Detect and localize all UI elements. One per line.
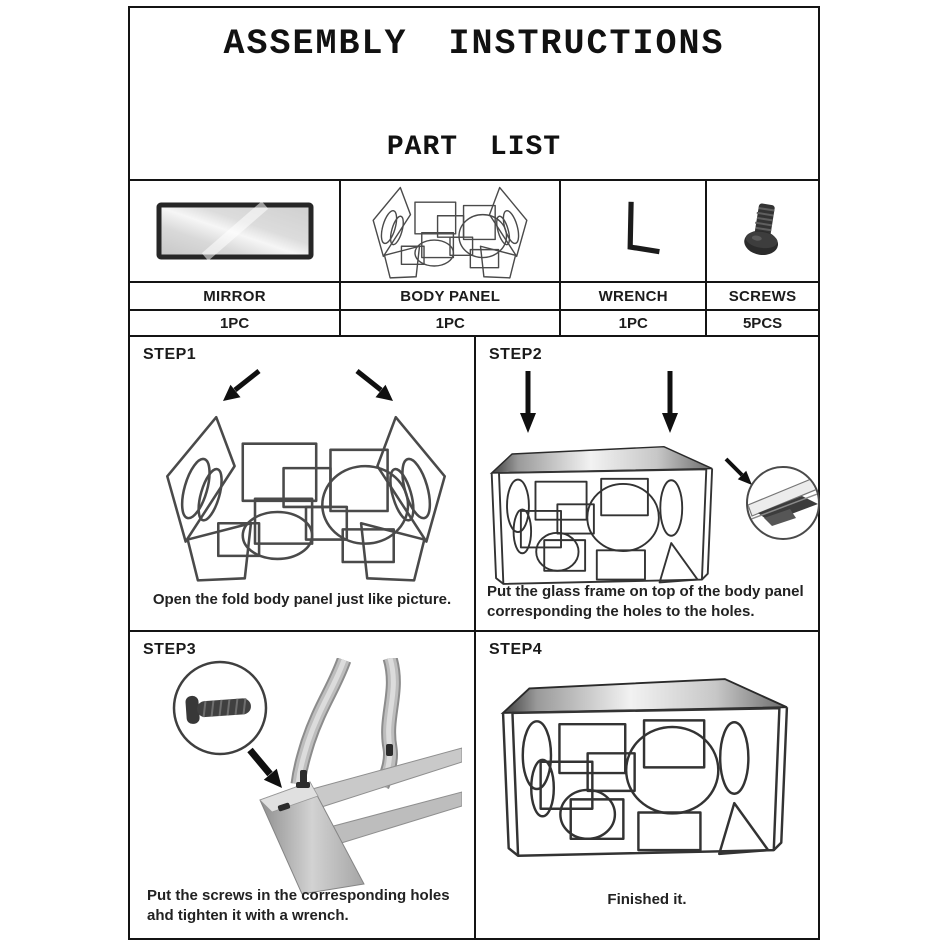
screw-icon — [736, 198, 790, 264]
screw-insertion-illustration — [148, 658, 462, 898]
part-image-body-panel — [339, 181, 559, 281]
step3-label: STEP3 — [143, 641, 197, 658]
mirror-icon — [155, 201, 315, 261]
step1-panel — [130, 337, 474, 630]
step4-label: STEP4 — [489, 641, 543, 658]
title-block — [130, 8, 818, 179]
glass-placement-illustration — [478, 357, 820, 602]
detail-pointer-arrow — [726, 459, 742, 475]
finished-table-illustration — [496, 662, 800, 874]
part-name: WRENCH — [559, 281, 705, 309]
step4-caption: Finished it. — [607, 891, 687, 908]
step1-caption: Open the fold body panel just like picture. — [152, 591, 452, 608]
steps-grid — [130, 335, 818, 938]
part-qty: 1PC — [339, 309, 559, 335]
part-name: MIRROR — [130, 281, 339, 309]
part-image-mirror — [130, 181, 339, 281]
step1-label: STEP1 — [143, 346, 197, 363]
insert-arrow — [250, 750, 270, 774]
allen-wrench-icon — [600, 196, 666, 266]
part-list-heading: PART LIST — [386, 132, 562, 163]
parts-table — [130, 179, 818, 335]
step2-caption: Put the glass frame on top of the body panel corresponding the holes to the holes. — [487, 583, 804, 620]
step4-panel — [474, 630, 818, 938]
down-arrow-left — [520, 413, 536, 433]
body-panel-icon — [361, 183, 539, 279]
step2-panel — [474, 337, 818, 630]
part-image-wrench — [559, 181, 705, 281]
document-border — [128, 6, 820, 940]
step3-caption: Put the screws in the corresponding holes ahd tighten it with a wrench. — [147, 887, 450, 924]
page-title: ASSEMBLY INSTRUCTIONS — [223, 24, 725, 64]
part-image-screws — [705, 181, 818, 281]
step2-label: STEP2 — [489, 346, 543, 363]
body-panel-open-illustration — [135, 359, 469, 591]
part-qty: 1PC — [559, 309, 705, 335]
part-name: SCREWS — [705, 281, 818, 309]
part-qty: 5PCS — [705, 309, 818, 335]
step3-panel — [130, 630, 474, 938]
down-arrow-right — [662, 413, 678, 433]
part-qty: 1PC — [130, 309, 339, 335]
part-name: BODY PANEL — [339, 281, 559, 309]
